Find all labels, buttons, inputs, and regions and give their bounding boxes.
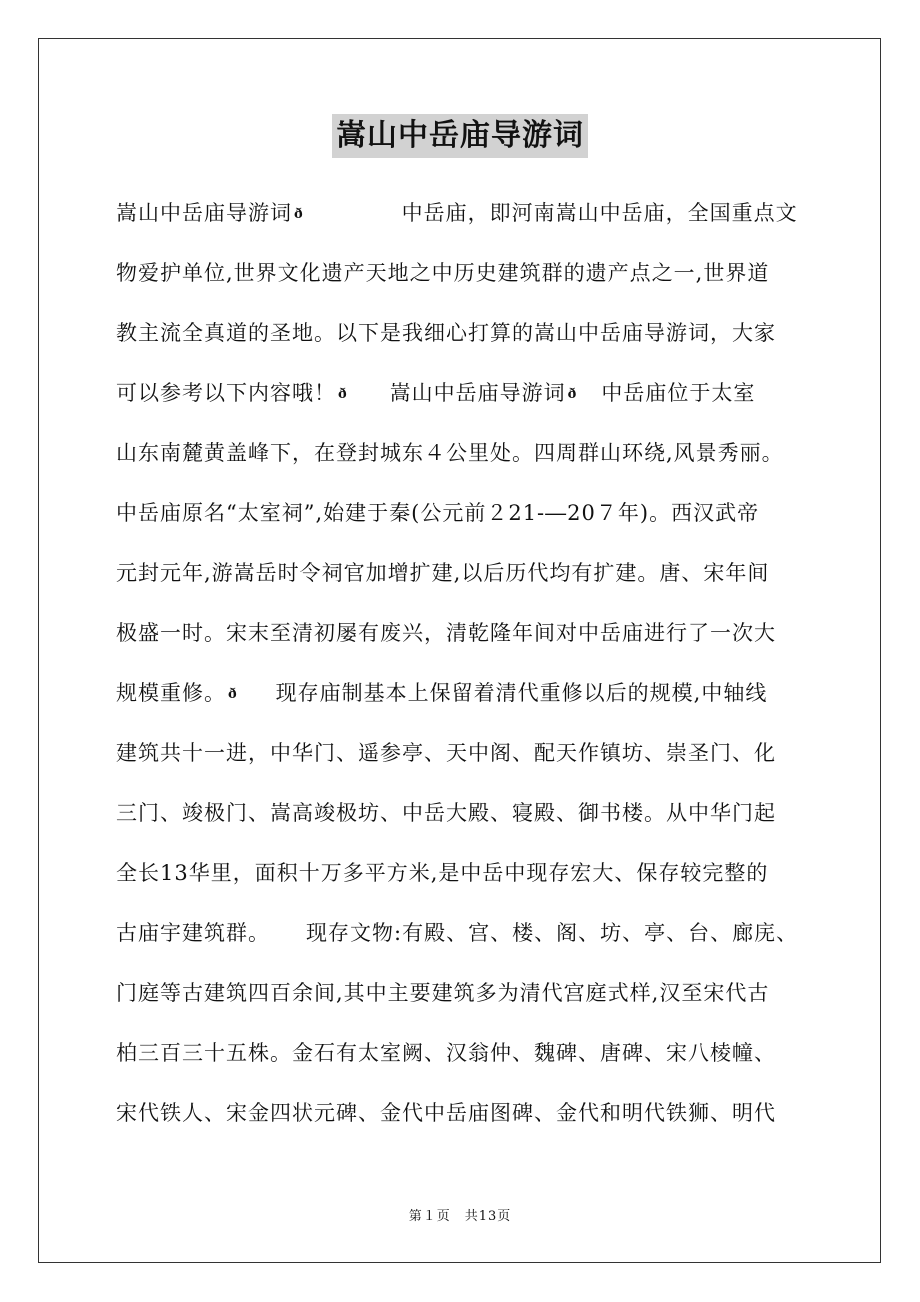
text-line-10 [116,738,776,768]
text-line-11 [116,798,776,828]
paragraph-mark-icon: ð [294,206,304,222]
text-segment: 古庙宇建筑群。 [116,921,270,945]
text-line-16 [116,1098,776,1128]
text-segment: 极盛一时。宋末至清初屡有废兴，清乾隆年间对中岳庙进行了一次大 [116,621,776,645]
text-line-14 [116,978,769,1008]
text-segment: 嵩山中岳庙导游词 [116,201,292,225]
document-title-container [0,114,920,158]
page-number: 第１页 共13页 [408,1209,512,1224]
text-segment: 中岳庙位于太室 [601,381,756,405]
text-segment: 建筑共十一进，中华门、遥参亭、天中阁、配天作镇坊、崇圣门、化 [116,741,776,765]
text-segment: 门庭等古建筑四百余间,其中主要建筑多为清代宫庭式样,汉至宋代古 [116,981,770,1005]
text-segment: 规模重修。 [116,681,226,705]
text-line-5 [116,438,784,468]
text-segment: 中岳庙原名“太室祠”,始建于秦(公元前２21-―20７年)。西汉武帝 [116,501,760,525]
text-line-15 [116,1038,776,1068]
text-segment: 元封元年,游嵩岳时令祠官加增扩建,以后历代均有扩建。唐、宋年间 [116,561,770,585]
document-title: 嵩山中岳庙导游词 [332,114,588,158]
text-line-7 [116,558,769,588]
paragraph-mark-icon: ð [567,386,578,402]
paragraph-mark-icon: ð [338,386,348,402]
text-line-6 [116,498,759,528]
text-line-2 [116,258,769,288]
page-footer [0,1205,920,1224]
text-line-3 [116,318,776,348]
text-segment: 柏三百三十五株。金石有太室阙、汉翁仲、魏碑、唐碑、宋八棱幢、 [116,1041,776,1065]
text-line-9 [116,678,767,710]
text-segment: 山东南麓黄盖峰下，在登封城东４公里处。四周群山环绕,风景秀丽。 [116,441,784,465]
text-segment: 嵩山中岳庙导游词 [389,381,566,405]
text-segment: 全长13华里，面积十万多平方米,是中岳中现存宏大、保存较完整的 [116,861,769,885]
text-line-4 [116,378,755,410]
text-segment: 现存庙制基本上保留着清代重修以后的规模,中轴线 [275,681,768,705]
text-segment: 宋代铁人、宋金四状元碑、金代中岳庙图碑、金代和明代铁狮、明代 [116,1101,776,1125]
text-segment: 中岳庙，即河南嵩山中岳庙，全国重点文 [401,201,798,225]
text-line-13 [116,918,798,948]
text-segment: 物爱护单位,世界文化遗产天地之中历史建筑群的遗产点之一,世界道 [116,261,770,285]
text-segment: 教主流全真道的圣地。以下是我细心打算的嵩山中岳庙导游词，大家 [116,321,776,345]
text-line-12 [116,858,768,888]
paragraph-mark-icon: ð [228,686,238,702]
text-segment: 可以参考以下内容哦！ [116,381,336,405]
text-line-1 [116,198,798,230]
text-segment: 现存文物:有殿、宫、楼、阁、坊、亭、台、廊庑、 [306,921,799,945]
text-line-8 [116,618,776,648]
text-segment: 三门、竣极门、嵩高竣极坊、中岳大殿、寝殿、御书楼。从中华门起 [116,801,776,825]
